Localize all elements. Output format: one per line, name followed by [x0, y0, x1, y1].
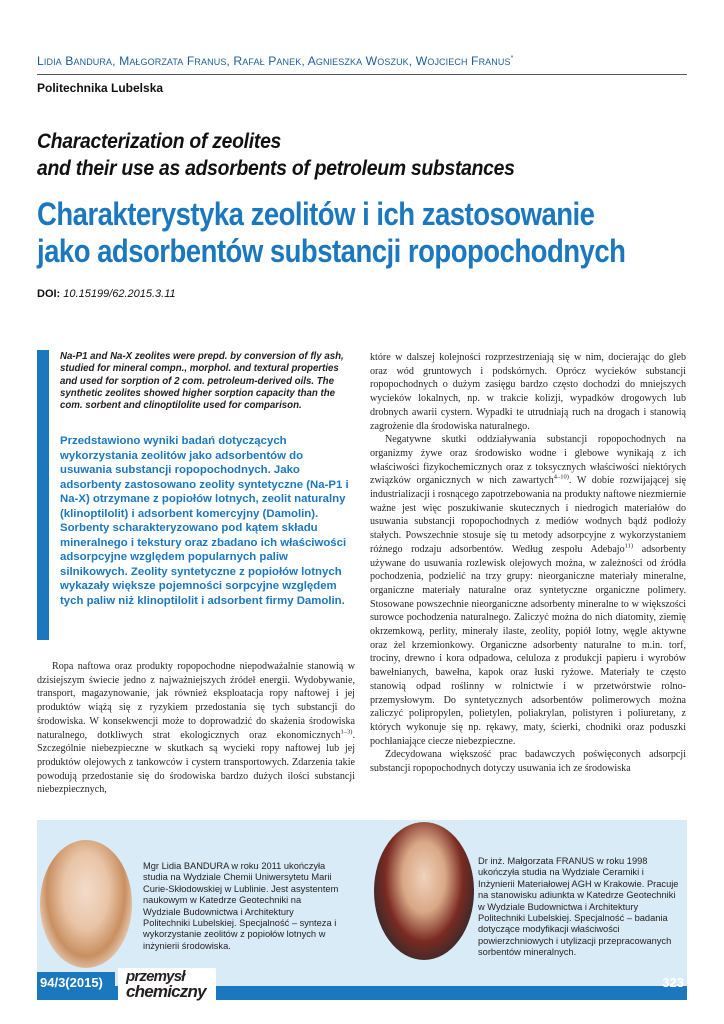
- body-paragraph: które w dalszej kolejności rozprzestrzeniają się w nim, docierając do gleb oraz wód gruntowych i podskórnych. Oprócz wycieków substancji ropopochodnych o dużym zasięgu bardzo często dochodzi do mniejszych wycieków lokalnych, np. w trakcie kolizji, wypadków drogowych lub drobnych awarii cystern. Wypadki te utrudniają ruch na drogach i stanowią zagrożenie dla środowiska naturalnego.: [370, 352, 686, 432]
- authors-text: Lidia Bandura, Małgorzata Franus, Rafał Panek, Agnieszka Woszuk, Wojciech Franus: [37, 54, 511, 68]
- body-paragraph: [370, 433, 686, 748]
- citation-ref: 1–3): [340, 728, 353, 736]
- corresponding-mark: *: [510, 54, 514, 62]
- title-english: [37, 128, 631, 182]
- abstract-accent-bar: [37, 350, 49, 640]
- title-english-line2: and their use as adsorbents of petroleum substances: [37, 156, 515, 180]
- abstract-english: Na-P1 and Na-X zeolites were prepd. by conversion of fly ash, studied for mineral compn., morphol. and textural properties and used for sorption of 2 com. petroleum-derived oils. The synthetic zeolites showed higher sorption capacity than the com. sorbent and clinoptilolite used for comparison.: [60, 351, 344, 412]
- logo-text-line1: przemysł: [126, 968, 185, 985]
- title-polish-line2: jako adsorbentów substancji ropopochodnych: [37, 233, 626, 269]
- authors-line: [37, 54, 697, 68]
- body-paragraph: [37, 660, 355, 797]
- author-bio-bandura: Mgr Lidia BANDURA w roku 2011 ukończyła studia na Wydziale Chemii Uniwersytetu Marii Curie-Skłodowskiej w Lublinie. Jest asystentem naukowym w Katedrze Geotechniki na Wydziale Budownictwa i Architektury Politechniki Lubelskiej. Specjalność – synteza i wykorzystanie zeolitów z popiołów lotnych w inżynierii środowiska.: [143, 861, 339, 951]
- body-paragraph: Zdecydowana większość prac badawczych poświęconych adsorpcji substancji ropopochodnych dotyczy usuwania ich ze środowiska: [370, 749, 686, 775]
- body-text: . W dobie rozwijającej się industrializacji i rosnącego zapotrzebowania na produkty naftowe niezmiernie ważne jest więc poszukiwanie skutecznych i niedrogich materiałów do usuwania substancji ropopochodnych z mediów wodnych bądź podłoży stałych. Powszechnie stosuje się tu metody adsorpcyjne z wykorzystaniem różnego rodzaju adsorbentów. Według zespołu Adebajo: [370, 475, 686, 555]
- body-text: Negatywne skutki oddziaływania substancji ropopochodnych na organizmy żywe oraz środowisko wodne i glebowe wynikają z ich właściwości fizykochemicznych oraz z toksycznych właściwości niektórych związków organicznych w nich zawartych: [370, 434, 686, 487]
- issue-number: 94/3(2015): [40, 975, 103, 990]
- doi-label: DOI:: [37, 288, 61, 300]
- title-english-line1: Characterization of zeolites: [37, 129, 282, 153]
- doi: [37, 288, 176, 300]
- author-photo-bandura: [40, 840, 132, 968]
- affiliation: Politechnika Lubelska: [37, 81, 164, 95]
- journal-logo: [118, 968, 216, 1004]
- doi-value[interactable]: 10.15199/62.2015.3.11: [63, 288, 176, 300]
- citation-ref: 4–10): [553, 473, 569, 481]
- header-rule: [37, 74, 687, 75]
- title-polish: [37, 196, 630, 270]
- author-photo-franus: [374, 822, 474, 960]
- body-text: adsorbenty używane do usuwania rozlewisk olejowych można, w zależności od źródła pochodzenia, podzielić na trzy grupy: nieorganiczne materiały mineralne, organiczne materiały naturalne oraz syntetyczne organiczne polimery. Stosowane powszechnie nieorganiczne adsorbenty mineralne to w większości surowce pochodzenia naturalnego. Zaliczyć można do nich diatomity, ziemię okrzemkową, perlity, minerały ilaste, zeolity, popiół lotny, węgle aktywne oraz żel krzemionkowy. Organiczne adsorbenty naturalne to m.in. torf, trociny, drewno i kora odpadowa, celuloza z produkcji papieru i wyrobów bawełnianych, bawełna, kapok oraz łuski ryżowe. Materiały te często stanowią odpad roślinny w rolnictwie i w przetwórstwie rolno-przemysłowym. Do syntetycznych adsorbentów polimerowych można zaliczyć polipropylen, polietylen, poliakrylan, polistyren i poliuretany, z których wykonuje się np. rękawy, maty, ścierki, chodniki oraz poduszki pochłaniające ciecze niebezpieczne.: [370, 543, 686, 747]
- body-text: Ropa naftowa oraz produkty ropopochodne niepodważalnie stanowią w dzisiejszym świecie jedno z najważniejszych źródeł energii. Wydobywanie, transport, magazynowanie, jak również eksploatacja ropy naftowej i jej produktów wiążą się z ryzykiem przedostania się tych substancji do środowiska. W konsekwencji może to doprowadzić do skażenia środowiska naturalnego, dotkliwych strat ekologicznych oraz ekonomicznych: [37, 661, 355, 741]
- author-bio-franus: Dr inż. Małgorzata FRANUS w roku 1998 ukończyła studia na Wydziale Ceramiki i Inżynierii Materiałowej AGH w Krakowie. Pracuje na stanowisku adiunkta w Katedrze Geotechniki w Wydziale Budownictwa i Architektury Politechniki Lubelskiej. Specjalność – badania dotyczące modyfikacji właściwości powierzchniowych i utylizacji przepracowanych sorbentów mineralnych.: [478, 856, 679, 958]
- citation-ref: 11): [624, 542, 634, 550]
- page-number: 323: [662, 975, 684, 990]
- body-column-left: [37, 660, 355, 797]
- logo-text-line2: chemiczny: [126, 982, 206, 1001]
- body-column-right: [370, 351, 686, 776]
- body-text: . Szczególnie niebezpieczne w skutkach są wycieki ropy naftowej lub jej produktów olejowych z tankowców i cystern transportowych. Zdarzenia takie powodują przedostanie się do środowiska bardzo dużych ilości substancji niebezpiecznych,: [37, 729, 355, 796]
- abstract-polish: Przedstawiono wyniki badań dotyczących wykorzystania zeolitów jako adsorbentów do usuwania substancji ropopochodnych. Jako adsorbenty zastosowano zeolity syntetyczne (Na-P1 i Na-X) otrzymane z popiołów lotnych, zeolit naturalny (klinoptilolit) i adsorbent komercyjny (Damolin). Sorbenty scharakteryzowano pod kątem składu mineralnego i tekstury oraz zbadano ich właściwości adsorpcyjne względem popularnych paliw silnikowych. Zeolity syntetyczne z popiołów lotnych wykazały większe pojemności sorpcyjne względem tych paliw niż klinoptilolit i adsorbent firmy Damolin.: [60, 435, 349, 607]
- title-polish-line1: Charakterystyka zeolitów i ich zastosowanie: [37, 196, 595, 232]
